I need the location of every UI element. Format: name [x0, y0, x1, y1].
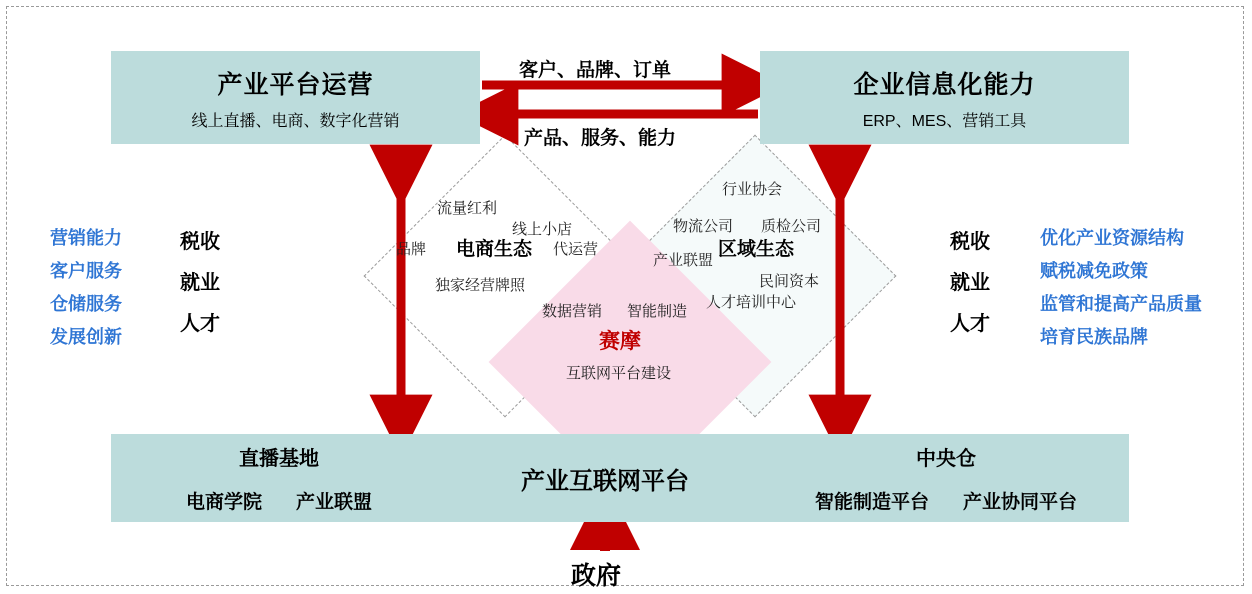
industrial-internet-platform-title: 产业互联网平台: [521, 467, 689, 495]
bottom-live-base: 直播基地: [239, 448, 319, 470]
bottom-center-group: [440, 461, 770, 496]
right-policy-item-0: 优化产业资源结构: [1040, 228, 1184, 248]
left-benefit-list: [180, 222, 220, 345]
right-benefit-item-2: 人才: [950, 313, 990, 335]
left-capability-item-1: 客户服务: [50, 261, 122, 281]
right-benefit-list: [950, 222, 990, 345]
ecom-node-traffic-dividend: 流量红利: [437, 200, 498, 217]
box-enterprise-informatization-subtitle: ERP、MES、营销工具: [862, 112, 1027, 130]
right-policy-item-3: 培育民族品牌: [1040, 327, 1148, 347]
region-node-talent-training-center: 人才培训中心: [706, 294, 797, 311]
ecom-node-exclusive-license: 独家经营牌照: [435, 277, 526, 294]
bottom-ecommerce-college: 电商学院: [185, 492, 262, 513]
left-benefit-item-1: 就业: [180, 272, 220, 294]
center-brand-label: 赛摩: [599, 330, 641, 353]
box-platform-operations-title: 产业平台运营: [217, 70, 374, 99]
bottom-smart-manufacturing-platform: 智能制造平台: [814, 492, 929, 513]
bottom-industry-collaboration-platform: 产业协同平台: [963, 492, 1078, 513]
left-capability-item-3: 发展创新: [50, 327, 122, 347]
right-policy-item-2: 监管和提高产品质量: [1040, 294, 1202, 314]
left-capability-list: [50, 222, 122, 354]
right-benefit-item-0: 税收: [950, 231, 990, 253]
ecom-node-brand: 品牌: [396, 241, 427, 258]
box-platform-operations: [111, 51, 480, 144]
box-enterprise-informatization: [760, 51, 1129, 144]
right-policy-item-1: 赋税减免政策: [1040, 261, 1148, 281]
ecom-cluster-title: 电商生态: [456, 239, 533, 260]
flow-label-bottom: 产品、服务、能力: [524, 128, 677, 149]
ecom-node-online-shop: 线上小店: [512, 221, 573, 238]
left-benefit-item-2: 人才: [180, 313, 220, 335]
left-benefit-item-0: 税收: [180, 231, 220, 253]
center-node-smart-manufacturing: 智能制造: [627, 303, 688, 320]
center-node-data-marketing: 数据营销: [542, 303, 603, 320]
box-enterprise-informatization-title: 企业信息化能力: [853, 70, 1036, 99]
region-cluster-title: 区域生态: [718, 239, 795, 260]
bottom-industry-alliance: 产业联盟: [296, 492, 373, 513]
right-policy-list: [1040, 222, 1202, 354]
right-benefit-item-1: 就业: [950, 272, 990, 294]
bottom-left-row: [186, 487, 372, 514]
flow-label-top: 客户、品牌、订单: [519, 60, 672, 81]
left-capability-item-0: 营销能力: [50, 228, 122, 248]
bottom-right-row: [815, 487, 1077, 514]
government-label: 政府: [571, 562, 622, 590]
region-node-logistics-company: 物流公司: [673, 218, 734, 235]
center-node-internet-platform-construction: 互联网平台建设: [566, 365, 672, 382]
ecom-node-agency-operation: 代运营: [553, 241, 599, 258]
bottom-central-warehouse: 中央仓: [916, 448, 976, 470]
region-node-quality-inspection: 质检公司: [761, 218, 822, 235]
bottom-right-group: [781, 442, 1111, 514]
region-node-private-capital: 民间资本: [759, 273, 820, 290]
box-industrial-internet-platform: [111, 434, 1129, 522]
box-platform-operations-subtitle: 线上直播、电商、数字化营销: [191, 112, 400, 130]
region-node-industry-association: 行业协会: [722, 181, 783, 198]
bottom-left-group: [129, 442, 429, 514]
left-capability-item-2: 仓储服务: [50, 294, 122, 314]
region-node-industry-alliance: 产业联盟: [653, 252, 714, 269]
